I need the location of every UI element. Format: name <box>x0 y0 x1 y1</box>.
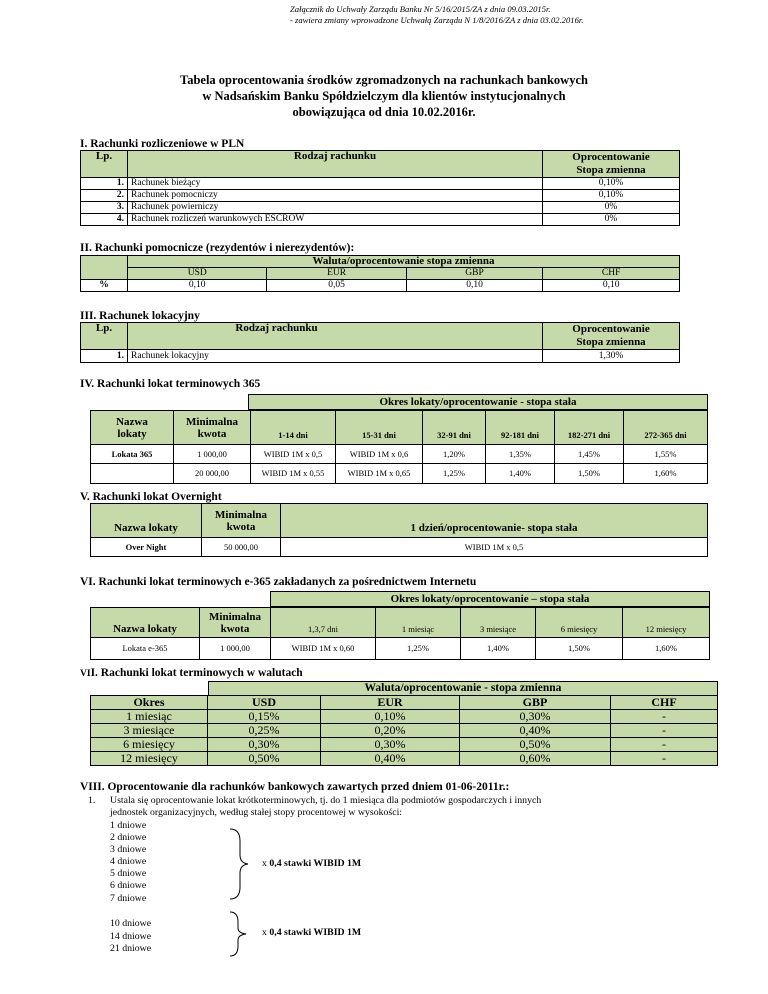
group-header: 1 dzień/oprocentowanie- stopa stała <box>281 504 708 538</box>
rate-prefix: x <box>262 927 270 938</box>
period-header: 1,3,7 dni <box>271 608 376 638</box>
brace-icon <box>226 910 258 958</box>
deposit-list-2 <box>110 918 151 956</box>
row-val: WIBID 1M x 0,6 <box>336 445 423 464</box>
row-min: 1 000,00 <box>174 445 251 464</box>
row-period: 6 miesięcy <box>91 738 208 752</box>
col-rate-line: Oprocentowanie <box>572 151 650 163</box>
row-val: 1,50% <box>536 638 623 660</box>
rate-value: 0,4 stawki WIBID 1M <box>269 927 362 938</box>
row-period: 1 miesiąc <box>91 710 208 724</box>
period-header: 3 miesiące <box>461 608 536 638</box>
row-val: WIBID 1M x 0,60 <box>271 638 376 660</box>
period-header: 182-271 dni <box>555 411 624 445</box>
section-1-table <box>80 150 680 226</box>
col-min <box>174 411 251 445</box>
row-name: Rachunek bieżący <box>128 178 543 190</box>
row-val: 0,40% <box>460 724 611 738</box>
point-number: 1. <box>88 795 96 806</box>
row-val: WIBID 1M x 0,5 <box>251 445 336 464</box>
col-min-line: Minimalna <box>186 415 238 428</box>
list-item: 3 dniowe <box>110 844 147 856</box>
row-name: Rachunek rozliczeń warunkowych ESCROW <box>128 214 543 226</box>
row-val: 1,50% <box>555 464 624 484</box>
row-val: 0,30% <box>208 738 321 752</box>
row-val: WIBID 1M x 0,65 <box>336 464 423 484</box>
value-chf: 0,10 <box>543 280 680 292</box>
value-usd: 0,10 <box>128 280 267 292</box>
rate-2 <box>262 927 361 939</box>
col-min-line: kwota <box>220 622 250 635</box>
col-rate-line: Stopa zmienna <box>576 164 646 176</box>
row-name <box>91 464 174 484</box>
col-name: Nazwa lokaty <box>91 504 202 538</box>
point-text-line: Ustala się oprocentowanie lokat krótkoterminowych, tj. do 1 miesiąca dla podmiotów gospodarczych i innych <box>110 795 542 806</box>
row-val: - <box>611 738 718 752</box>
value-gbp: 0,10 <box>406 280 543 292</box>
title-line: obowiązująca od dnia 10.02.2016r. <box>292 105 476 119</box>
row-name: Rachunek pomocniczy <box>128 190 543 202</box>
list-item: 10 dniowe <box>110 918 152 929</box>
period-header: 32-91 dni <box>423 411 486 445</box>
currency-gbp: GBP <box>460 696 611 710</box>
col-min-line: kwota <box>197 427 227 440</box>
row-min: 50 000,00 <box>202 538 281 557</box>
row-val: 1,55% <box>624 445 708 464</box>
section-4-heading: IV. Rachunki lokat terminowych 365 <box>80 378 261 390</box>
section-2-table <box>80 255 680 292</box>
currency-chf: CHF <box>543 268 680 280</box>
period-header: 272-365 dni <box>624 411 708 445</box>
col-name-line: lokaty <box>117 427 147 440</box>
deposit-list-1 <box>110 820 146 905</box>
row-name: Lokata 365 <box>91 445 174 464</box>
currency-gbp: GBP <box>406 268 543 280</box>
row-min: 20 000,00 <box>174 464 251 484</box>
row-val: 0,10% <box>321 710 460 724</box>
page-title <box>90 72 678 120</box>
row-name: Over Night <box>91 538 202 557</box>
period-header: 92-181 dni <box>486 411 555 445</box>
col-min-line: Minimalna <box>209 610 261 623</box>
col-lp: Lp. <box>81 323 128 350</box>
period-header: 6 miesięcy <box>536 608 623 638</box>
row-lp: 3. <box>81 202 128 214</box>
section-4-table <box>90 410 708 484</box>
rate-value: 0,4 stawki WIBID 1M <box>269 858 362 869</box>
section-5-table <box>90 503 708 557</box>
row-val: 1,20% <box>423 445 486 464</box>
rate-prefix: x <box>262 858 270 869</box>
rate-1 <box>262 858 361 870</box>
section-8-heading: VIII. Oprocentowanie dla rachunków bankowych zawartych przed dniem 01-06-2011r.: <box>80 781 510 793</box>
list-item: 14 dniowe <box>110 930 152 942</box>
currency-usd: USD <box>208 696 321 710</box>
period-header: 1-14 dni <box>251 411 336 445</box>
list-item: 6 dniowe <box>110 880 147 892</box>
list-item: 4 dniowe <box>110 856 147 868</box>
period-header: 15-31 dni <box>336 411 423 445</box>
row-lp: 2. <box>81 190 128 202</box>
currency-chf: CHF <box>611 696 718 710</box>
row-lp: 1. <box>81 350 128 363</box>
title-line: w Nadsańskim Banku Spółdzielczym dla klientów instytucjonalnych <box>202 89 566 103</box>
col-min-line: Minimalna <box>215 508 267 521</box>
section-2-heading: II. Rachunki pomocnicze (rezydentów i nierezydentów): <box>80 242 355 254</box>
section-3-heading: III. Rachunek lokacyjny <box>80 310 200 322</box>
row-val: 0,50% <box>208 752 321 766</box>
row-period: 3 miesiące <box>91 724 208 738</box>
section-7-heading-a: VI <box>80 669 91 679</box>
col-rate <box>543 151 680 178</box>
row-min: 1 000,00 <box>200 638 271 660</box>
list-item: 21 dniowe <box>110 943 152 954</box>
group-header: Waluta/oprocentowanie - stopa zmienna <box>208 681 718 695</box>
group-header: Okres lokaty/oprocentowanie - stopa stała <box>248 394 708 410</box>
row-rate: 1,30% <box>543 350 680 363</box>
col-type: Rodzaj rachunku <box>128 323 543 350</box>
section-6-heading: VI. Rachunki lokat terminowych e-365 zakładanych za pośrednictwem Internetu <box>80 576 477 588</box>
empty-cell <box>81 256 128 280</box>
row-period: 12 miesięcy <box>91 752 208 766</box>
col-rate-line: Stopa zmienna <box>576 336 646 348</box>
header-note-line: Załącznik do Uchwały Zarządu Banku Nr 5/16/2015/ZA z dnia 09.03.2015r. <box>290 4 551 14</box>
row-val: 0,60% <box>460 752 611 766</box>
row-label: % <box>81 280 128 292</box>
row-val: - <box>611 710 718 724</box>
section-7-table <box>90 695 718 766</box>
section-7-heading-b: I. Rachunki lokat terminowych w walutach <box>90 667 303 679</box>
row-val: 1,25% <box>423 464 486 484</box>
period-header: 12 miesięcy <box>623 608 710 638</box>
col-rate-line: Oprocentowanie <box>572 323 650 335</box>
row-name: Rachunek powierniczy <box>128 202 543 214</box>
section-7-heading <box>80 667 303 679</box>
section-3-table <box>80 322 680 363</box>
point-text-line: jednostek organizacyjnych, według stałej stopy procentowej w wysokości: <box>110 807 403 818</box>
row-lp: 4. <box>81 214 128 226</box>
col-name <box>91 411 174 445</box>
col-name: Nazwa lokaty <box>91 608 200 638</box>
row-val: 0,30% <box>321 738 460 752</box>
row-val: 1,40% <box>461 638 536 660</box>
title-line: Tabela oprocentowania środków zgromadzonych na rachunkach bankowych <box>180 73 588 87</box>
row-val: WIBID 1M x 0,55 <box>251 464 336 484</box>
row-val: 1,60% <box>623 638 710 660</box>
brace-icon <box>226 827 258 901</box>
section-5-heading: V. Rachunki lokat Overnight <box>80 491 222 503</box>
period-header: 1 miesiąc <box>376 608 461 638</box>
col-type: Rodzaj rachunku <box>128 151 543 178</box>
col-min-line: kwota <box>226 520 256 533</box>
row-val: 1,60% <box>624 464 708 484</box>
row-val: 0,40% <box>321 752 460 766</box>
header-note <box>290 4 730 26</box>
row-rate: 0,10% <box>543 190 680 202</box>
row-val: 1,35% <box>486 445 555 464</box>
value-eur: 0,05 <box>267 280 406 292</box>
col-period: Okres <box>91 696 208 710</box>
section-1-heading: I. Rachunki rozliczeniowe w PLN <box>80 138 245 150</box>
list-item: 5 dniowe <box>110 868 147 880</box>
row-val: 0,20% <box>321 724 460 738</box>
list-item: 2 dniowe <box>110 832 147 844</box>
header-note-line: - zawiera zmiany wprowadzone Uchwałą Zarządu N 1/8/2016/ZA z dnia 03.02.2016r. <box>290 15 584 25</box>
row-val: - <box>611 724 718 738</box>
row-lp: 1. <box>81 178 128 190</box>
row-val: 1,45% <box>555 445 624 464</box>
group-header: Waluta/oprocentowanie stopa zmienna <box>128 256 680 268</box>
col-min <box>202 504 281 538</box>
list-item: 1 dniowe <box>110 820 147 831</box>
section-6-table <box>90 607 710 660</box>
point-text <box>110 795 710 819</box>
col-rate <box>543 323 680 350</box>
currency-usd: USD <box>128 268 267 280</box>
row-val: 1,40% <box>486 464 555 484</box>
row-name: Lokata e-365 <box>91 638 200 660</box>
currency-eur: EUR <box>267 268 406 280</box>
col-min <box>200 608 271 638</box>
row-rate: 0% <box>543 202 680 214</box>
currency-eur: EUR <box>321 696 460 710</box>
row-rate: 0% <box>543 214 680 226</box>
row-val: WIBID 1M x 0,5 <box>281 538 708 557</box>
col-name-line: Nazwa <box>116 415 148 428</box>
row-val: 1,25% <box>376 638 461 660</box>
list-item: 7 dniowe <box>110 892 147 904</box>
row-name: Rachunek lokacyjny <box>128 350 543 363</box>
row-rate: 0,10% <box>543 178 680 190</box>
row-val: 0,15% <box>208 710 321 724</box>
row-val: 0,50% <box>460 738 611 752</box>
row-val: 0,30% <box>460 710 611 724</box>
row-val: 0,25% <box>208 724 321 738</box>
row-val: - <box>611 752 718 766</box>
group-header: Okres lokaty/oprocentowanie – stopa stała <box>270 591 710 607</box>
col-lp: Lp. <box>81 151 128 178</box>
